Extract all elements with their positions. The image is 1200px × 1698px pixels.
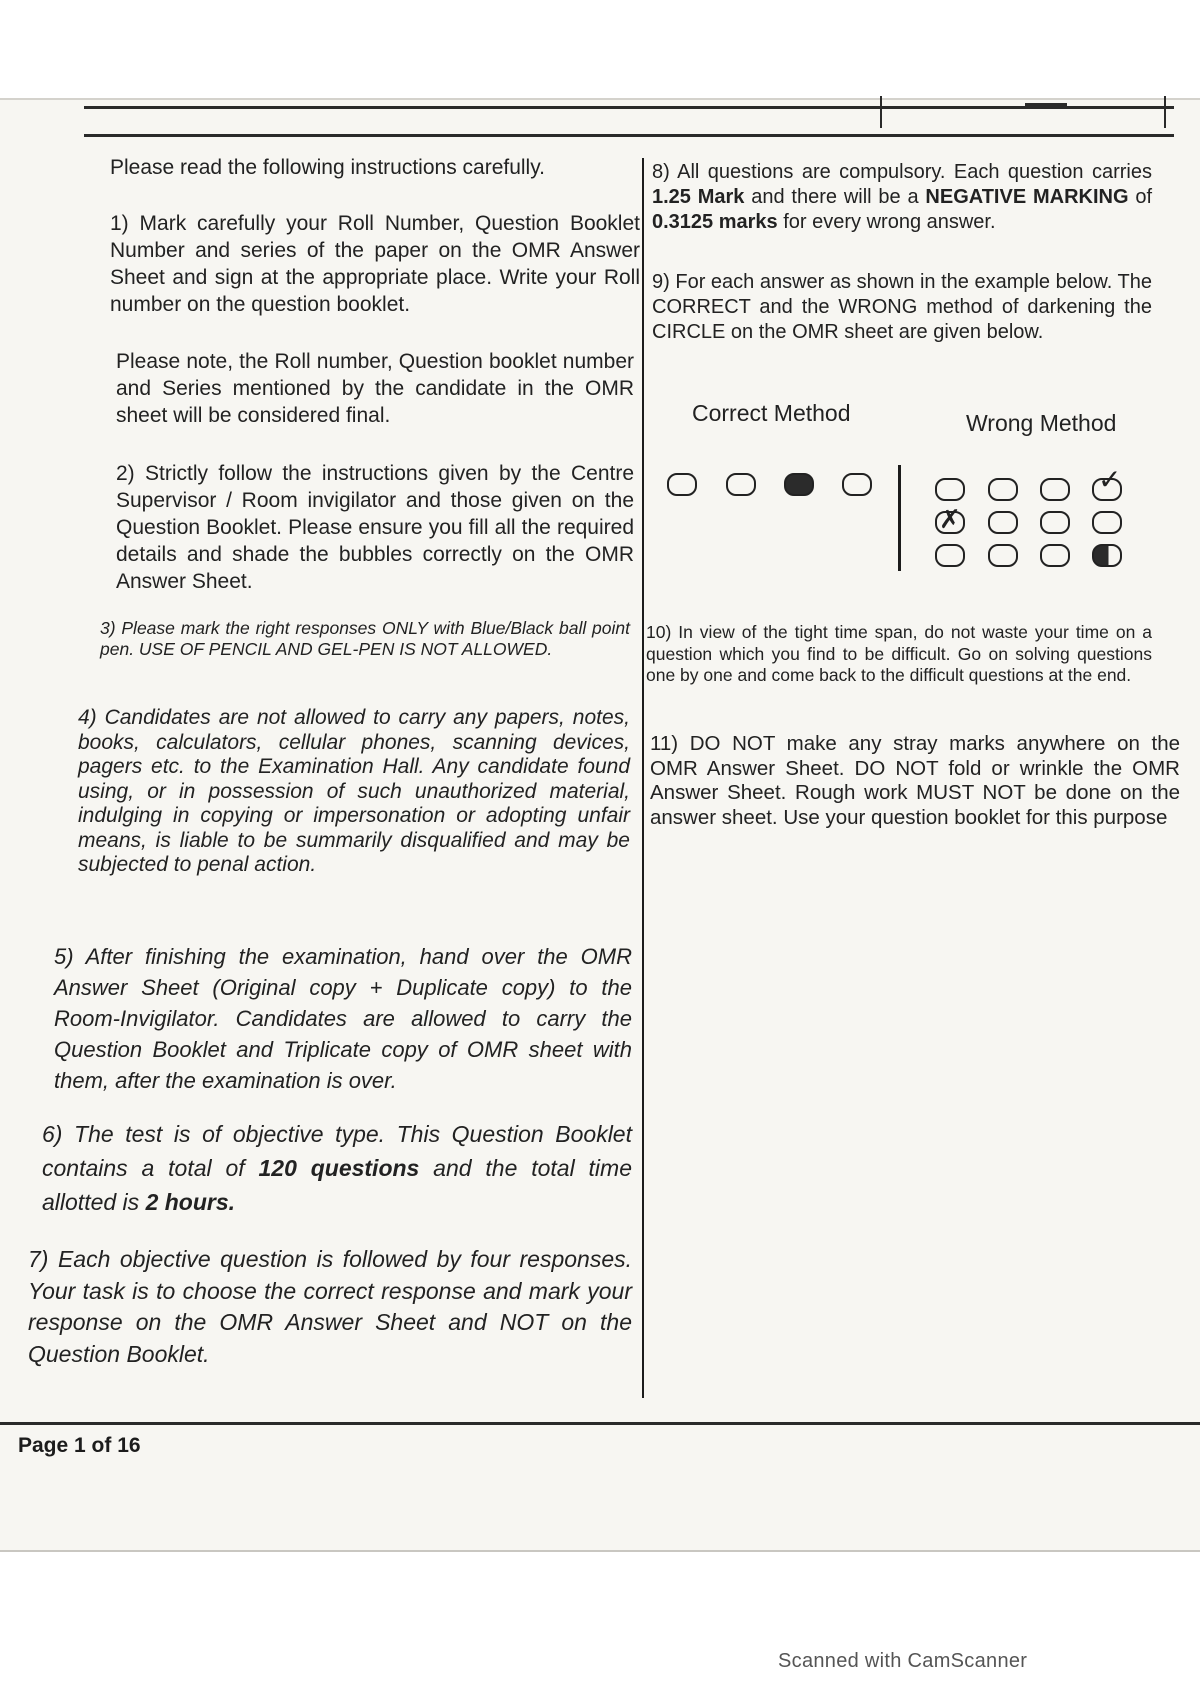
instruction-3: 3) Please mark the right responses ONLY with Blue/Black ball point pen. USE OF PENCIL AND GEL-PEN IS NOT ALLOWED.	[100, 618, 630, 659]
bubble-correct-a	[667, 473, 697, 496]
wrong-method-label: Wrong Method	[966, 410, 1117, 436]
bubble-wrong-r3-d-half	[1092, 544, 1122, 567]
instruction-6-pre: 6) The test is of objective type. This Question Booklet contains a total of	[42, 1121, 632, 1181]
column-divider	[642, 158, 644, 1398]
bubble-wrong-r1-b	[988, 478, 1018, 501]
correct-method-label: Correct Method	[692, 400, 851, 426]
total-questions: 120 questions	[258, 1155, 420, 1181]
instruction-9: 9) For each answer as shown in the example below. The CORRECT and the WRONG method of darkening the CIRCLE on the OMR sheet are given below.	[652, 271, 1152, 343]
instruction-1-note: Please note, the Roll number, Question booklet number and Series mentioned by the candidate in the OMR sheet will be considered final.	[116, 350, 634, 427]
instruction-6	[42, 1117, 632, 1219]
negative-marking: NEGATIVE MARKING	[925, 186, 1129, 208]
header-box	[880, 96, 1166, 128]
instruction-10: 10) In view of the tight time span, do not waste your time on a question which you find to be difficult. Go on solving questions one by one and come back to the difficult questions at the end.	[646, 622, 1152, 685]
instruction-5: 5) After finishing the examination, hand over the OMR Answer Sheet (Original copy + Duplicate copy) to the Room-Invigilator. Candidates are allowed to carry the Question Booklet and Triplicate copy of OMR sheet with them, after the examination is over.	[54, 944, 632, 1093]
instruction-8-of: of	[1128, 186, 1153, 208]
instruction-6-mid: and the total time allotted is	[42, 1155, 632, 1215]
negative-value: 0.3125 marks	[652, 211, 778, 233]
bubble-wrong-r1-c	[1040, 478, 1070, 501]
bubble-wrong-r3-a	[935, 544, 965, 567]
bubble-wrong-r2-c	[1040, 511, 1070, 534]
cross-mark-icon: ✗	[939, 504, 961, 534]
bubble-wrong-r3-c	[1040, 544, 1070, 567]
footer-rule	[0, 1422, 1200, 1425]
instruction-8-mid: and there will be a	[744, 186, 926, 208]
header-mark	[1025, 103, 1067, 109]
bubble-correct-c-filled	[784, 473, 814, 496]
instruction-2: 2) Strictly follow the instructions given by the Centre Supervisor / Room invigilator and those given on the Question Booklet. Please ensure you fill all the required details and shade the bubbles correctly on the OMR Answer Sheet.	[116, 462, 634, 593]
tick-mark-icon: ✓	[1098, 464, 1122, 495]
method-divider	[898, 465, 901, 571]
mark-per-question: 1.25 Mark	[652, 186, 745, 208]
instruction-7: 7) Each objective question is followed by four responses. Your task is to choose the correct response and mark your response on the OMR Answer Sheet and NOT on the Question Booklet.	[28, 1246, 632, 1367]
instruction-4: 4) Candidates are not allowed to carry any papers, notes, books, calculators, cellular phones, scanning devices, pagers etc. to the Examination Hall. Any candidate found using, or in possession of such unauthorized material, indulging in copying or impersonation or adopting unfair means, is liable to be summarily disqualified and may be subjected to penal action.	[78, 706, 630, 876]
instruction-8-post: for every wrong answer.	[777, 211, 996, 233]
bubble-wrong-r2-b	[988, 511, 1018, 534]
bubble-wrong-r3-b	[988, 544, 1018, 567]
bubble-wrong-r2-d	[1092, 511, 1122, 534]
bubble-correct-d	[842, 473, 872, 496]
intro-text: Please read the following instructions carefully.	[110, 156, 546, 179]
instruction-8	[652, 160, 1152, 235]
bubble-correct-b	[726, 473, 756, 496]
scan-top-margin	[0, 0, 1200, 98]
instruction-11: 11) DO NOT make any stray marks anywhere on the OMR Answer Sheet. DO NOT fold or wrinkle the OMR Answer Sheet. Rough work MUST NOT be done on the answer sheet. Use your question booklet for this purpose	[650, 732, 1180, 829]
scanner-watermark: Scanned with CamScanner	[778, 1650, 1028, 1672]
instruction-8-pre: 8) All questions are compulsory. Each question carries	[652, 161, 1152, 183]
page-number: Page 1 of 16	[18, 1434, 141, 1457]
bubble-wrong-r1-a	[935, 478, 965, 501]
total-time: 2 hours.	[145, 1189, 236, 1215]
instruction-1: 1) Mark carefully your Roll Number, Question Booklet Number and series of the paper on the OMR Answer Sheet and sign at the appropriate place. Write your Roll number on the question booklet.	[110, 212, 640, 316]
header-rule-bottom	[84, 134, 1174, 137]
